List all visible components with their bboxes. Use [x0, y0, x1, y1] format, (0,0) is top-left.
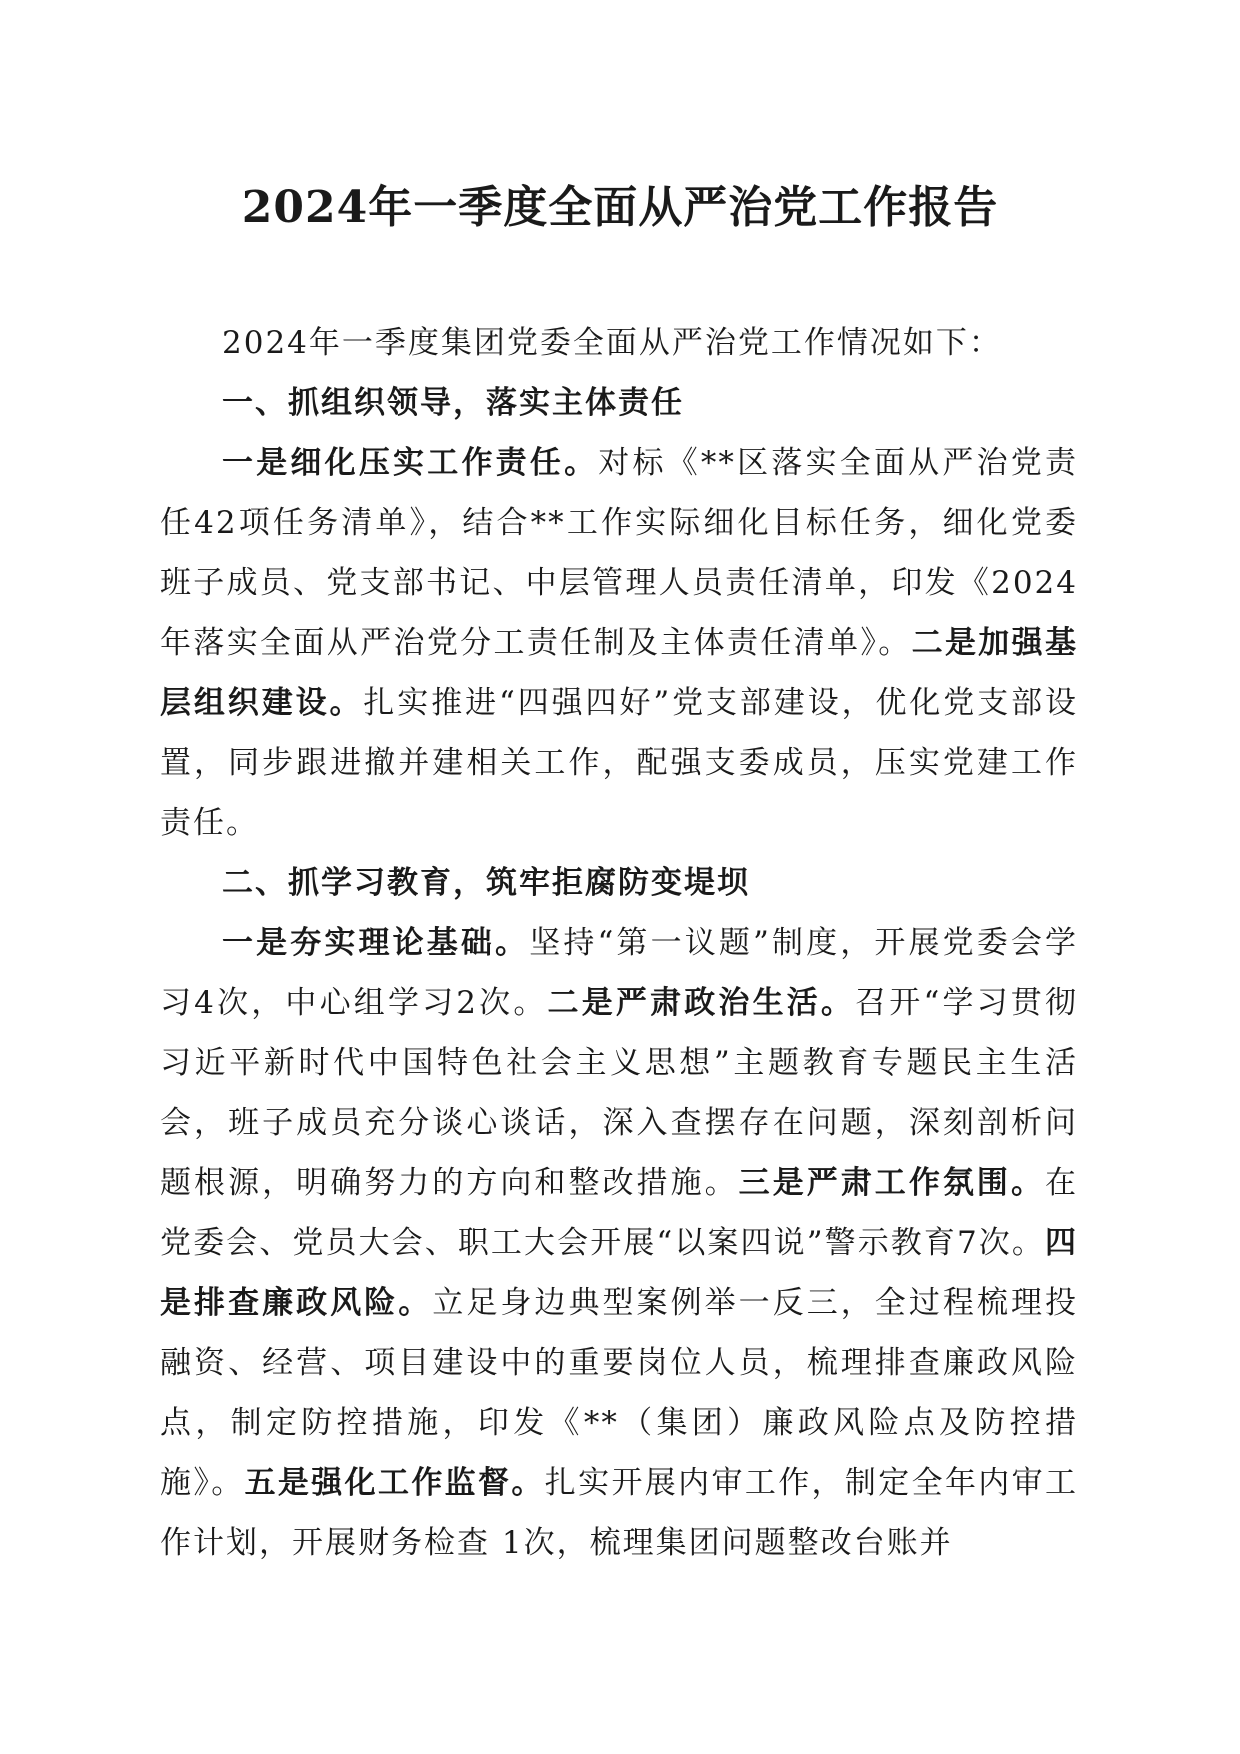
intro-paragraph: 2024年一季度集团党委全面从严治党工作情况如下： [222, 325, 1002, 361]
lead-phrase: 五是强化工作监督。 [244, 1465, 545, 1501]
body-text: 坚持“第一议题”制度，开展党委会学习4次，中心组学习2次。 [160, 925, 1078, 1021]
body-text: 立足身边典型案例举一反三，全过程梳理投融资、经营、项目建设中的重要岗位人员，梳理排查廉政风险点，制定防控措施，印发《**（集团）廉政风险点及防控措施》。 [160, 1285, 1079, 1501]
body-text: 扎实推进“四强四好”党支部建设，优化党支部设置，同步跟进撤并建相关工作，配强支委成员，压实党建工作责任。 [160, 685, 1078, 841]
body-text: 召开“学习贯彻习近平新时代中国特色社会主义思想”主题教育专题民主生活会，班子成员充分谈心谈话，深入查摆存在问题，深刻剖析问题根源，明确努力的方向和整改措施。 [160, 985, 1078, 1201]
body-text: 在党委会、党员大会、职工大会开展“以案四说”警示教育7次。 [160, 1165, 1079, 1261]
lead-phrase: 二是加强基层组织建设。 [160, 625, 1079, 721]
body-text: 对标《**区落实全面从严治党责任42项任务清单》，结合**工作实际细化目标任务，细化党委班子成员、党支部书记、中层管理人员责任清单，印发《2024年落实全面从严治党分工责任制及主体责任清单》。 [160, 445, 1079, 661]
lead-phrase: 四是排查廉政风险。 [160, 1225, 1078, 1321]
lead-phrase: 二是严肃政治生活。 [547, 985, 856, 1021]
document-title: 2024年一季度全面从严治党工作报告 [241, 182, 999, 233]
lead-phrase: 三是严肃工作氛围。 [738, 1165, 1046, 1201]
section-2-paragraph [160, 913, 1078, 1573]
section-1-paragraph [160, 433, 1078, 853]
section-heading-1: 一、抓组织领导，落实主体责任 [222, 385, 684, 421]
document-body [160, 313, 1078, 1573]
body-text: 扎实开展内审工作，制定全年内审工作计划，开展财务检查 1次，梳理集团问题整改台账并 [160, 1465, 1079, 1561]
lead-phrase: 一是夯实理论基础。 [222, 925, 530, 961]
section-heading-2: 二、抓学习教育，筑牢拒腐防变堤坝 [222, 865, 750, 901]
lead-phrase: 一是细化压实工作责任。 [222, 445, 599, 481]
